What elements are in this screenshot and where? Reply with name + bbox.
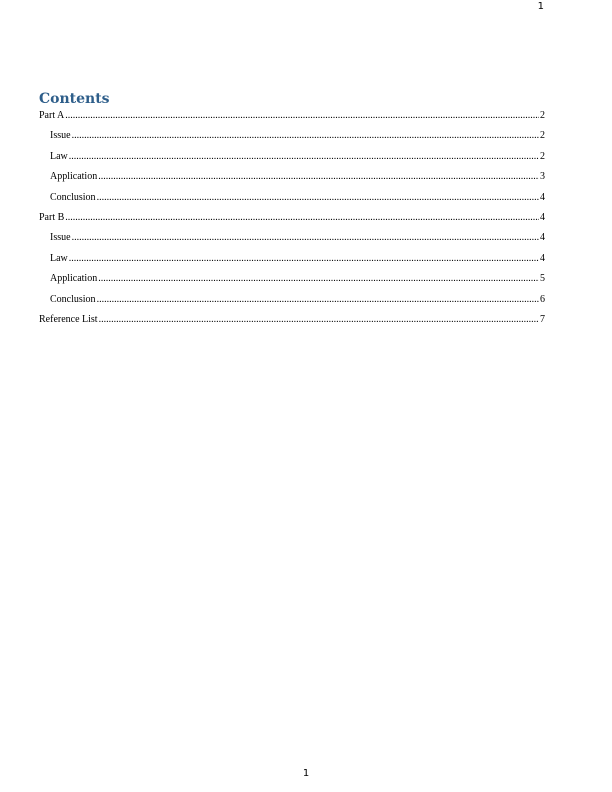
toc-entry-label: Conclusion	[50, 293, 96, 305]
toc-dot-leader	[97, 192, 539, 203]
toc-entry-part-a[interactable]	[39, 110, 545, 130]
toc-entry-page: 4	[540, 232, 545, 244]
toc-entry-page: 5	[540, 273, 545, 285]
toc-dot-leader	[99, 314, 539, 325]
toc-entry-page: 7	[540, 313, 545, 325]
toc-entry-part-b-issue[interactable]	[39, 232, 545, 252]
toc-entry-page: 2	[540, 110, 545, 121]
footer-page-number: 1	[302, 768, 310, 779]
toc-entry-label: Law	[50, 150, 68, 162]
toc-entry-label: Application	[50, 273, 98, 285]
toc-entry-part-a-law[interactable]	[39, 151, 545, 171]
toc-entry-part-a-issue[interactable]	[39, 130, 545, 150]
toc-entry-label: Issue	[50, 130, 71, 142]
toc-entry-part-a-conclusion[interactable]	[39, 192, 545, 212]
toc-entry-page: 4	[540, 211, 545, 223]
toc-dot-leader	[98, 273, 539, 284]
toc-entry-page: 2	[540, 150, 545, 162]
table-of-contents	[39, 90, 545, 334]
toc-entry-label: Reference List	[39, 313, 98, 325]
toc-entry-label: Part B	[39, 211, 65, 223]
toc-dot-leader	[72, 130, 539, 141]
header-page-number: 1	[537, 1, 544, 12]
toc-entry-page: 3	[540, 171, 545, 183]
toc-dot-leader	[98, 171, 539, 182]
toc-dot-leader	[72, 232, 539, 243]
toc-entry-page: 2	[540, 130, 545, 142]
toc-entry-label: Conclusion	[50, 191, 96, 203]
toc-entry-part-b[interactable]	[39, 212, 545, 232]
toc-entry-part-b-conclusion[interactable]	[39, 294, 545, 314]
toc-entry-label: Application	[50, 171, 98, 183]
toc-dot-leader	[69, 151, 539, 162]
toc-entry-part-b-law[interactable]	[39, 253, 545, 273]
toc-entry-page: 4	[540, 191, 545, 203]
toc-entry-part-a-application[interactable]	[39, 171, 545, 191]
toc-entry-reference-list[interactable]	[39, 314, 545, 334]
toc-heading: Contents	[39, 91, 110, 107]
toc-dot-leader	[65, 212, 539, 223]
toc-entry-label: Issue	[50, 232, 71, 244]
toc-entry-page: 6	[540, 293, 545, 305]
toc-dot-leader	[69, 253, 539, 264]
toc-entry-page: 4	[540, 252, 545, 264]
toc-entry-part-b-application[interactable]	[39, 273, 545, 293]
toc-dot-leader	[65, 110, 539, 121]
toc-entry-label: Part A	[39, 110, 65, 121]
toc-dot-leader	[97, 294, 539, 305]
toc-entry-label: Law	[50, 252, 68, 264]
